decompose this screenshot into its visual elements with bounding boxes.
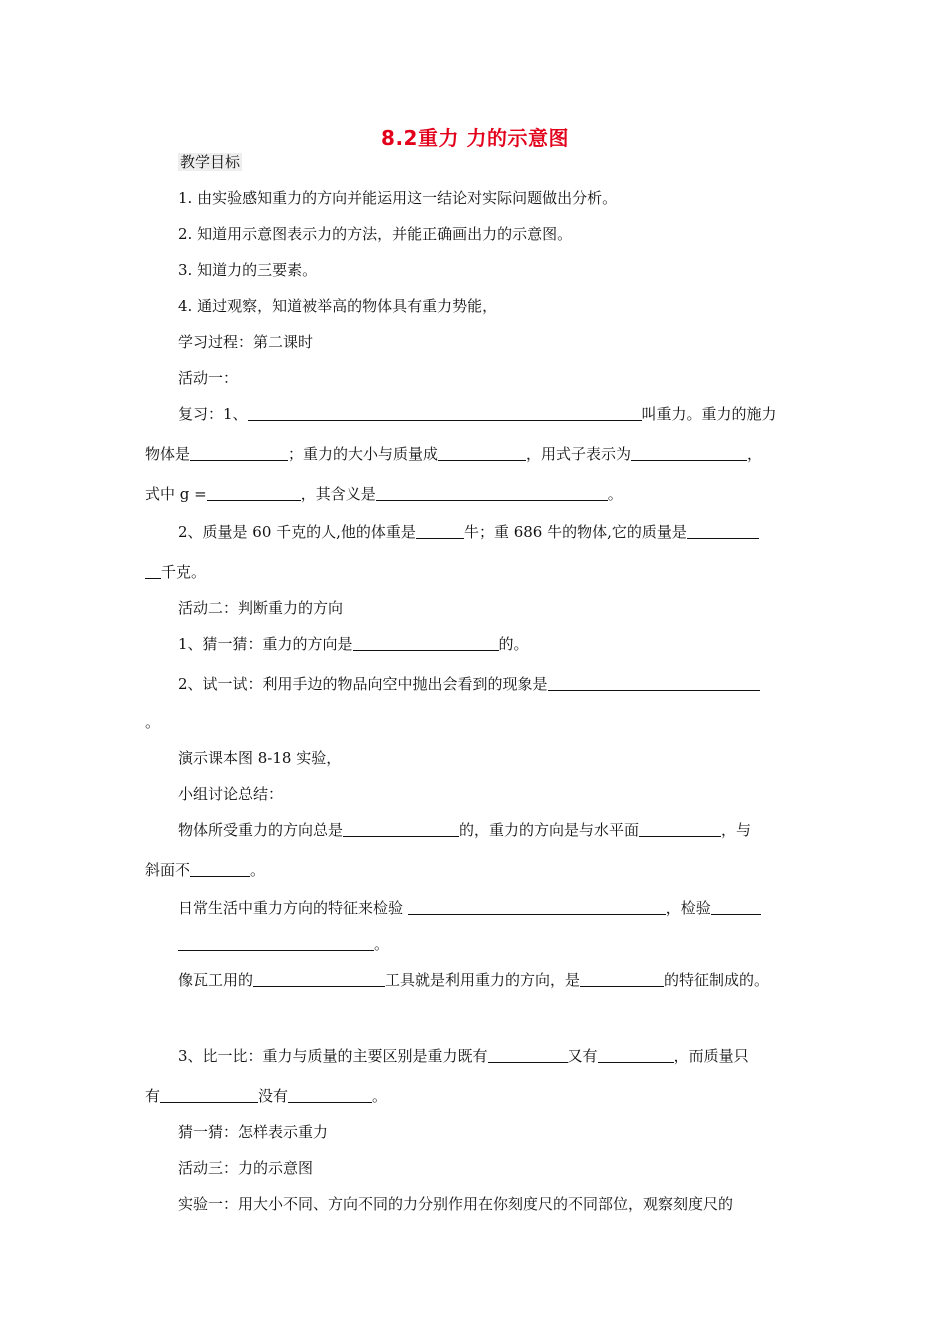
- blank-field[interactable]: [145, 563, 161, 579]
- blank-field[interactable]: [598, 1047, 674, 1063]
- blank-field[interactable]: [207, 485, 301, 501]
- question-text: 2、质量是 60 千克的人,他的体重是: [178, 523, 416, 541]
- summary-text: 的，重力的方向是与水平面: [459, 821, 640, 839]
- summary-line: [178, 820, 751, 840]
- blank-field[interactable]: [711, 899, 761, 915]
- review-line-3: [145, 484, 623, 504]
- blank-field[interactable]: [376, 485, 608, 501]
- summary-text: ，与: [721, 821, 752, 839]
- compare-text: ，而质量只: [673, 1047, 749, 1065]
- blank-field[interactable]: [408, 899, 666, 915]
- summary-text: 物体所受重力的方向总是: [178, 821, 344, 839]
- compare-text: 有: [145, 1087, 161, 1105]
- blank-field[interactable]: [190, 861, 250, 877]
- blank-field[interactable]: [288, 1087, 372, 1103]
- guess2-line: 猜一猜：怎样表示重力: [178, 1123, 329, 1141]
- review-text: ，用式子表示为: [526, 445, 632, 463]
- compare-text: 又有: [567, 1047, 598, 1065]
- objective-item-1: 1. 由实验感知重力的方向并能运用这一结论对实际问题做出分析。: [178, 189, 618, 207]
- page-title: 8.2重力 力的示意图: [381, 126, 569, 150]
- activity2-label: 活动二：判断重力的方向: [178, 599, 344, 617]
- review-line-2: [145, 444, 762, 464]
- objective-item-2: 2. 知道用示意图表示力的方法，并能正确画出力的示意图。: [178, 225, 573, 243]
- blank-field[interactable]: [548, 675, 760, 691]
- blank-field[interactable]: [416, 523, 464, 539]
- objectives-heading: [178, 152, 242, 172]
- blank-field[interactable]: [190, 445, 288, 461]
- daily-text: 。: [374, 935, 390, 953]
- question-text: 千克。: [161, 563, 207, 581]
- guess-text: 1、猜一猜：重力的方向是: [178, 635, 353, 653]
- blank-field[interactable]: [631, 445, 747, 461]
- slope-text: 斜面不: [145, 861, 191, 879]
- review-text: ，: [747, 445, 763, 463]
- mason-text: 的特征制成的。: [664, 971, 770, 989]
- blank-field[interactable]: [253, 971, 385, 987]
- blank-field[interactable]: [687, 523, 759, 539]
- mason-line: [178, 970, 769, 990]
- blank-field[interactable]: [353, 635, 499, 651]
- compare-text: 3、比一比：重力与质量的主要区别是重力既有: [178, 1047, 488, 1065]
- activity1-label: 活动一：: [178, 369, 239, 387]
- activity3-label: 活动三：力的示意图: [178, 1159, 314, 1177]
- review-text: 式中 g =: [145, 485, 207, 503]
- blank-field[interactable]: [160, 1087, 258, 1103]
- objectives-heading-text: 教学目标: [180, 153, 241, 171]
- question-2-line-2: [145, 562, 206, 582]
- daily-text: ，检验: [665, 899, 711, 917]
- try-line: [178, 674, 760, 694]
- blank-field[interactable]: [438, 445, 526, 461]
- blank-field[interactable]: [639, 821, 721, 837]
- question-text: 牛；重 686 牛的物体,它的质量是: [463, 523, 687, 541]
- compare-line: [178, 1046, 749, 1066]
- review-text-1: 叫重力。重力的施力: [641, 405, 777, 423]
- guess-text: 的。: [498, 635, 529, 653]
- process-label: 学习过程：第二课时: [178, 333, 314, 351]
- daily-text: 日常生活中重力方向的特征来检验: [178, 899, 404, 917]
- try-line-end: 。: [145, 713, 161, 731]
- blank-field[interactable]: [488, 1047, 568, 1063]
- review-line-1: [178, 404, 777, 424]
- mason-text: 工具就是利用重力的方向，是: [385, 971, 581, 989]
- group-line: 小组讨论总结：: [178, 785, 284, 803]
- try-text: 2、试一试：利用手边的物品向空中抛出会看到的现象是: [178, 675, 548, 693]
- compare-text: 。: [372, 1087, 388, 1105]
- blank-field[interactable]: [248, 405, 642, 421]
- review-text: 物体是: [145, 445, 191, 463]
- daily-line-2: [178, 934, 389, 954]
- objective-item-3: 3. 知道力的三要素。: [178, 261, 318, 279]
- slope-line: [145, 860, 265, 880]
- daily-line: [178, 898, 761, 918]
- blank-field[interactable]: [343, 821, 459, 837]
- mason-text: 像瓦工用的: [178, 971, 254, 989]
- objective-item-4: 4. 通过观察，知道被举高的物体具有重力势能，: [178, 297, 498, 315]
- compare-line-2: [145, 1086, 387, 1106]
- blank-field[interactable]: [580, 971, 664, 987]
- compare-text: 没有: [258, 1087, 289, 1105]
- review-text: ；重力的大小与质量成: [288, 445, 439, 463]
- review-text: ，其含义是: [300, 485, 376, 503]
- demo-line: 演示课本图 8-18 实验，: [178, 749, 342, 767]
- guess-line: [178, 634, 529, 654]
- review-text: 。: [607, 485, 623, 503]
- blank-field[interactable]: [178, 935, 374, 951]
- question-2-line-1: [178, 522, 759, 542]
- slope-text: 。: [250, 861, 266, 879]
- review-prefix: 复习：1、: [178, 405, 248, 423]
- experiment1-line: 实验一：用大小不同、方向不同的力分别作用在你刻度尺的不同部位，观察刻度尺的: [178, 1195, 734, 1213]
